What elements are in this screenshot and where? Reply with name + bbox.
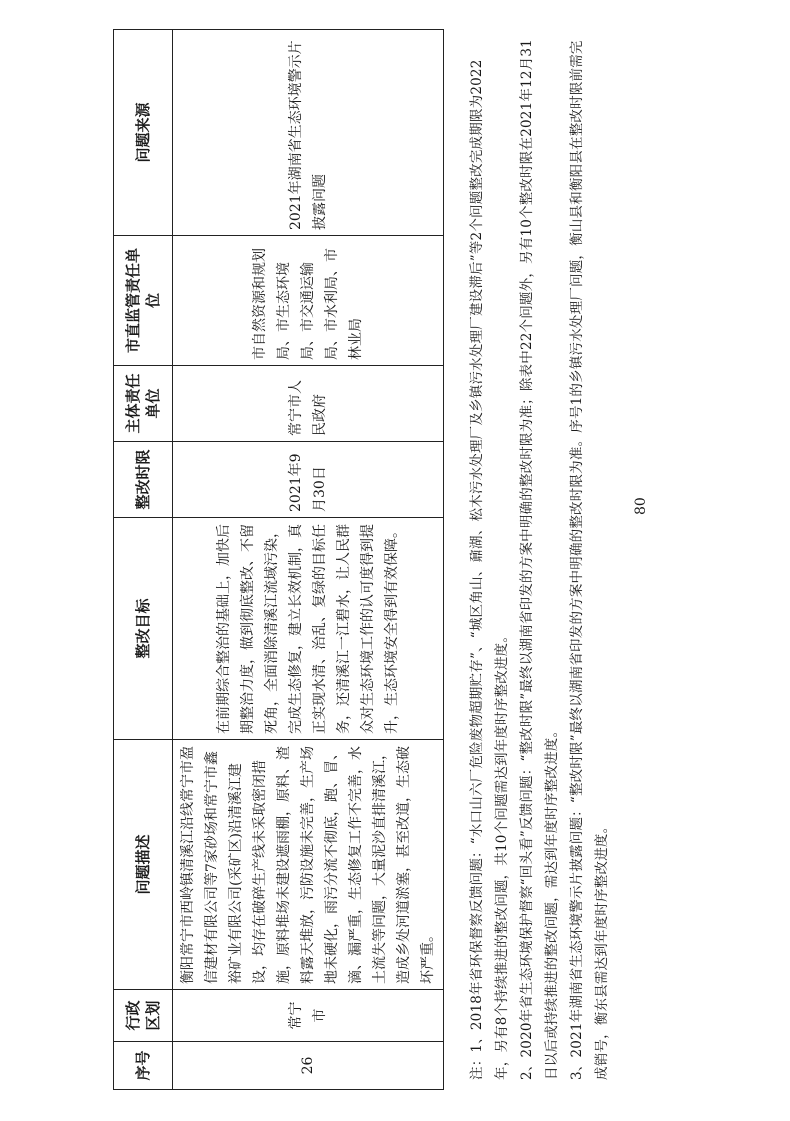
- footnotes: [465, 35, 615, 1080]
- header-seq: 序号: [114, 1042, 173, 1090]
- page-number: 80: [633, 497, 649, 515]
- table-row: [173, 30, 444, 1090]
- cell-target: 在前期综合整治的基础上，加快后期整治力度，做到彻底整改、不留死角，全面消除清溪江流域污染，完成生态修复，建立长效机制，真正实现水清、治乱、复绿的目标任务，还清溪江一江碧水，让人民群众对生态环境工作的认可度得到提升，生态环境安全得到有效保障。: [173, 518, 444, 740]
- header-description: 问题描述: [114, 740, 173, 990]
- rotated-page: [113, 30, 713, 1090]
- footnote-2: 2、2020年省生态环境保护督察“回头看”反馈问题：“整改时限”最终以湖南省印发的方案中明确的整改时限为准；除表中22个问题外，另有10个整改时限在2021年12月31日以后或持续推进的整改问题，需达到年度时序整改进度。: [519, 39, 560, 1080]
- table-header-row: [114, 30, 173, 1090]
- header-deadline: 整改时限: [114, 442, 173, 518]
- cell-source: 2021年湖南省生态环境警示片披露问题: [173, 30, 444, 236]
- header-region: 行政区划: [114, 990, 173, 1042]
- header-target: 整改目标: [114, 518, 173, 740]
- header-supervisor: 市直监管责任单位: [114, 236, 173, 366]
- footnote-1: 注：1、2018年省环保督察反馈问题：“水口山六厂危险废物超期贮存”、“城区角山、鼐湖、松木污水处理厂及乡镇污水处理厂建设滞后”等2个问题整改完成期限为2022年，另有8个持续推进的整改问题，共10个问题需达到年度时序整改进度。: [469, 59, 510, 1080]
- cell-main-unit: 常宁市人民政府: [173, 366, 444, 442]
- cell-seq: 26: [173, 1042, 444, 1090]
- cell-deadline: 2021年9月30日: [173, 442, 444, 518]
- rectification-table: [113, 29, 444, 1090]
- header-source: 问题来源: [114, 30, 173, 236]
- cell-region: 常宁市: [173, 990, 444, 1042]
- header-main-unit: 主体责任单位: [114, 366, 173, 442]
- cell-description: 衡阳常宁市西岭镇清溪江沿线常宁市盈信建材有限公司等7家砂场和常宁市鑫裕矿业有限公司(采矿区)沿清溪江建设，均存在破碎生产线未采取密闭措施，原料堆场未建设遮雨棚，原料、渣料露天堆放，污防设施未完善，生产场地未硬化，雨污分流不彻底，跑、冒、滴、漏严重，生态修复工作不完善，水土流失等问题，大量泥沙直排清溪江，造成乡处河道淤塞，甚至改道，生态破坏严重。: [173, 740, 444, 990]
- footnote-3: 3、2021年湖南省生态环境警示片披露问题：“整改时限”最终以湖南省印发的方案中明确的整改时限为准。序号1的乡镇污水处理厂问题，衡山县和衡阳县在整改时限前需完成销号，衡东县需达到年度时序整改进度。: [569, 40, 610, 1080]
- cell-supervisor: 市自然资源和规划局、市生态环境局、市交通运输局、市水利局、市林业局: [173, 236, 444, 366]
